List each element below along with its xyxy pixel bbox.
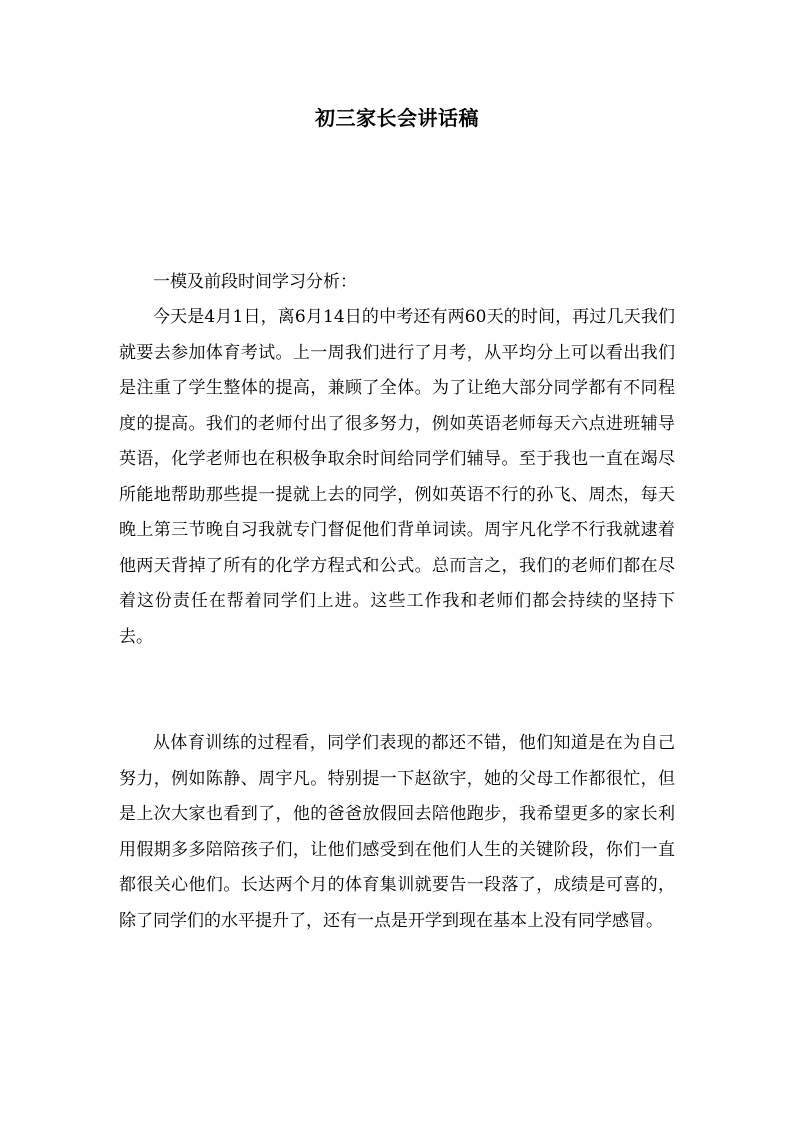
- paragraph-study-analysis: 今天是4月1日，离6月14日的中考还有两60天的时间，再过几天我们就要去参加体育考试。上一周我们进行了月考，从平均分上可以看出我们是注重了学生整体的提高，兼顾了全体。为了让绝大部分同学都有不同程度的提高。我们的老师付出了很多努力，例如英语老师每天六点进班辅导英语，化学老师也在积极争取余时间给同学们辅导。至于我也一直在竭尽所能地帮助那些提一提就上去的同学，例如英语不行的孙飞、周杰，每天晚上第三节晚自习我就专门督促他们背单词读。周宇凡化学不行我就逮着他两天背掉了所有的化学方程式和公式。总而言之，我们的老师们都在尽着这份责任在帮着同学们上进。这些工作我和老师们都会持续的坚持下去。: [119, 307, 675, 647]
- paragraph-section-heading: 一模及前段时间学习分析：: [153, 272, 357, 292]
- document-title: 初三家长会讲话稿: [315, 106, 479, 130]
- paragraph-sports-training: 从体育训练的过程看，同学们表现的都还不错，他们知道是在为自己努力，例如陈静、周宇凡。特别提一下赵欲宇，她的父母工作都很忙，但是上次大家也看到了，他的爸爸放假回去陪他跑步，我希望更多的家长利用假期多多陪陪孩子们，让他们感受到在他们人生的关键阶段，你们一直都很关心他们。长达两个月的体育集训就要告一段落了，成绩是可喜的，除了同学们的水平提升了，还有一点是开学到现在基本上没有同学感冒。: [119, 733, 675, 931]
